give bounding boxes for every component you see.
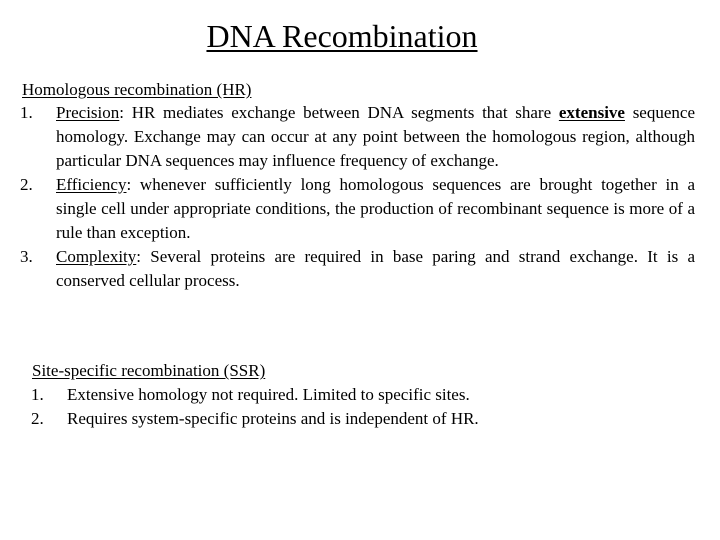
list-item-text [56, 245, 695, 293]
list-item-body: : HR mediates exchange between DNA segments that share [119, 103, 559, 122]
ssr-list-item [31, 383, 671, 407]
list-number: 1. [31, 385, 44, 404]
list-number: 3. [20, 247, 33, 266]
ssr-section-heading: Site-specific recombination (SSR) [32, 361, 266, 380]
list-number: 1. [20, 103, 33, 122]
ssr-list [31, 383, 671, 431]
slide-title: DNA Recombination [206, 18, 478, 54]
list-number: 2. [31, 409, 44, 428]
list-item-text: Extensive homology not required. Limited to specific sites. [67, 385, 470, 404]
ssr-list-item [31, 407, 671, 431]
hr-list [20, 101, 695, 293]
term-efficiency: Efficiency [56, 175, 127, 194]
hr-list-item-efficiency [20, 173, 695, 245]
list-item-body: : Several proteins are required in base paring and strand exchange. It is a conserved cellular process. [56, 247, 695, 290]
list-item-text [56, 173, 695, 245]
term-complexity: Complexity [56, 247, 137, 266]
hr-list-item-precision [20, 101, 695, 173]
list-item-body-continued: sequence homology. Exchange may can occur at any point between the homologous region, although particular DNA sequences may influence frequency of exchange. [56, 103, 695, 170]
list-item-body: : whenever sufficiently long homologous sequences are brought together in a single cell under appropriate conditions, the production of recombinant sequence is more of a rule than exception. [56, 175, 695, 242]
hr-list-item-complexity [20, 245, 695, 293]
hr-section-heading: Homologous recombination (HR) [22, 80, 252, 99]
term-precision: Precision [56, 103, 120, 122]
list-item-text [56, 101, 695, 173]
emphasis-extensive: extensive [558, 103, 625, 122]
list-item-text: Requires system-specific proteins and is independent of HR. [67, 409, 479, 428]
list-number: 2. [20, 175, 33, 194]
